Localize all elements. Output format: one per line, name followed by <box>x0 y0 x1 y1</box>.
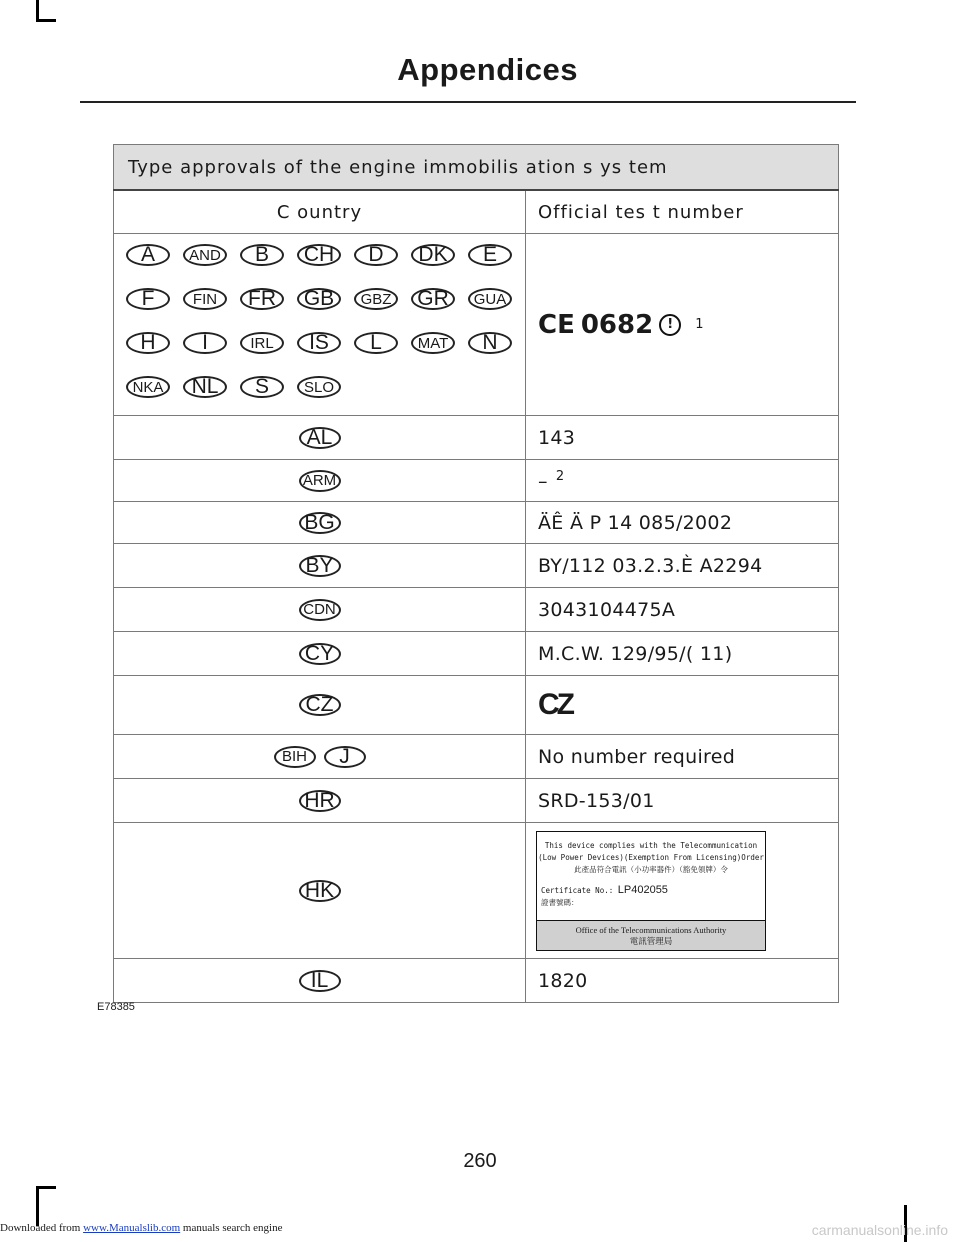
test-number: M.C.W. 129/95/( 11) <box>538 642 733 665</box>
table-row <box>114 779 839 823</box>
table-row <box>114 735 839 779</box>
hk-certificate-label <box>536 831 766 951</box>
hk-authority: Office of the Telecommunications Authority <box>575 924 727 935</box>
table-row <box>114 588 839 632</box>
test-number: No number required <box>538 745 736 768</box>
country-code-badge: MAT <box>411 332 455 354</box>
table-row <box>114 676 839 735</box>
country-code-badge: CY <box>299 643 341 665</box>
country-code-badge: L <box>354 332 398 354</box>
crop-mark-bl-v <box>36 1186 39 1226</box>
group-number-cell <box>526 234 839 416</box>
hk-cert-number: LP402055 <box>617 883 668 896</box>
cz-approval-logo: CZ <box>538 688 572 721</box>
table-row <box>114 416 839 460</box>
country-code-badge: CDN <box>299 599 341 621</box>
ce-mark <box>538 310 704 340</box>
footnote-marker: 1 <box>695 317 704 332</box>
table-body <box>114 416 839 1003</box>
country-code-badge: NKA <box>126 376 170 398</box>
country-cell <box>114 460 526 502</box>
manualslib-link[interactable]: www.Manualslib.com <box>83 1222 181 1234</box>
country-cell <box>114 588 526 632</box>
hk-line2: (Low Power Devices)(Exemption From Licensing)Order <box>538 852 764 862</box>
alert-icon: ! <box>659 314 681 336</box>
footer-prefix: Downloaded from <box>0 1222 84 1234</box>
column-header-number: Official tes t number <box>526 190 839 234</box>
type-approval-table <box>113 144 839 1003</box>
footnote-marker: 2 <box>555 468 565 484</box>
hk-authority-cn: 電訊管理局 <box>629 935 673 946</box>
country-code-badge: BY <box>299 555 341 577</box>
country-code-badge: S <box>240 376 284 398</box>
number-cell <box>526 460 839 502</box>
country-code-badge: J <box>324 746 366 768</box>
number-cell <box>526 676 839 735</box>
country-cell <box>114 632 526 676</box>
country-code-badge: AND <box>183 244 227 266</box>
country-code-badge: GBZ <box>354 288 398 310</box>
number-cell <box>526 959 839 1003</box>
country-code-badge: F <box>126 288 170 310</box>
number-cell <box>526 823 839 959</box>
column-header-country: C ountry <box>114 190 526 234</box>
country-code-badge: N <box>468 332 512 354</box>
hk-cert-label-cn: 證書號碼： <box>541 897 579 907</box>
test-number: SRD-153/01 <box>538 789 655 812</box>
footer <box>0 1222 282 1234</box>
number-cell <box>526 544 839 588</box>
country-code-badge: CZ <box>299 694 341 716</box>
page-title: Appendices <box>397 52 578 87</box>
country-cell <box>114 676 526 735</box>
country-code-badge: ARM <box>299 470 341 492</box>
country-code-badge: AL <box>299 427 341 449</box>
country-code-badge: I <box>183 332 227 354</box>
page-number: 260 <box>463 1150 497 1172</box>
number-cell <box>526 416 839 460</box>
country-code-badge: B <box>240 244 284 266</box>
country-code-badge: H <box>126 332 170 354</box>
country-code-badge: GR <box>411 288 455 310</box>
country-code-badge: E <box>468 244 512 266</box>
hk-line1: This device complies with the Telecommunication <box>544 840 758 850</box>
country-code-badge: GUA <box>468 288 512 310</box>
crop-mark-tl-h <box>36 19 56 22</box>
table-row <box>114 460 839 502</box>
test-number: 1820 <box>538 969 588 992</box>
hk-line3: 此產品符合電訊（小功率器件）（豁免領牌）令 <box>574 864 728 874</box>
country-code-badge: NL <box>183 376 227 398</box>
table-row <box>114 544 839 588</box>
number-cell <box>526 735 839 779</box>
test-number: ÄÊ Ä P 14 085/2002 <box>538 511 733 534</box>
country-code-badge: D <box>354 244 398 266</box>
approval-number: 0682 <box>580 309 654 340</box>
crop-mark-bl-h <box>36 1186 56 1189</box>
country-code-badge: A <box>126 244 170 266</box>
country-cell <box>114 502 526 544</box>
number-cell <box>526 502 839 544</box>
footer-suffix: manuals search engine <box>180 1222 283 1234</box>
country-group-cell <box>114 234 526 416</box>
country-code-badge: IS <box>297 332 341 354</box>
country-code-badge: FIN <box>183 288 227 310</box>
country-cell <box>114 735 526 779</box>
country-code-badge: DK <box>411 244 455 266</box>
country-code-badge: FR <box>240 288 284 310</box>
country-cell <box>114 779 526 823</box>
country-code-badge: BG <box>299 512 341 534</box>
test-number: 3043104475A <box>538 598 676 621</box>
country-code-badge: HK <box>299 880 341 902</box>
table-row <box>114 823 839 959</box>
country-code-badge: SLO <box>297 376 341 398</box>
table-row <box>114 959 839 1003</box>
number-cell <box>526 779 839 823</box>
country-code-grid <box>114 234 525 398</box>
number-cell <box>526 632 839 676</box>
country-cell <box>114 544 526 588</box>
country-cell <box>114 416 526 460</box>
country-cell <box>114 959 526 1003</box>
number-cell <box>526 588 839 632</box>
country-code-badge: IL <box>299 970 341 992</box>
country-code-badge: IRL <box>240 332 284 354</box>
header-divider <box>80 101 856 103</box>
country-code-badge: HR <box>299 790 341 812</box>
country-code-badge: BIH <box>274 746 316 768</box>
test-number: – <box>538 470 548 493</box>
country-code-badge: CH <box>297 244 341 266</box>
ce-logo: CE <box>538 309 575 340</box>
table-row <box>114 502 839 544</box>
country-cell <box>114 823 526 959</box>
hk-cert-label: Certificate No.: <box>541 885 614 895</box>
country-code-badge: GB <box>297 288 341 310</box>
test-number: BY/112 03.2.3.È A2294 <box>538 554 763 577</box>
table-caption: Type approvals of the engine immobilis ation s ys tem <box>114 145 839 191</box>
table-row <box>114 632 839 676</box>
figure-id: E78385 <box>97 1001 135 1013</box>
watermark: carmanualsonline.info <box>811 1222 948 1238</box>
test-number: 143 <box>538 426 576 449</box>
